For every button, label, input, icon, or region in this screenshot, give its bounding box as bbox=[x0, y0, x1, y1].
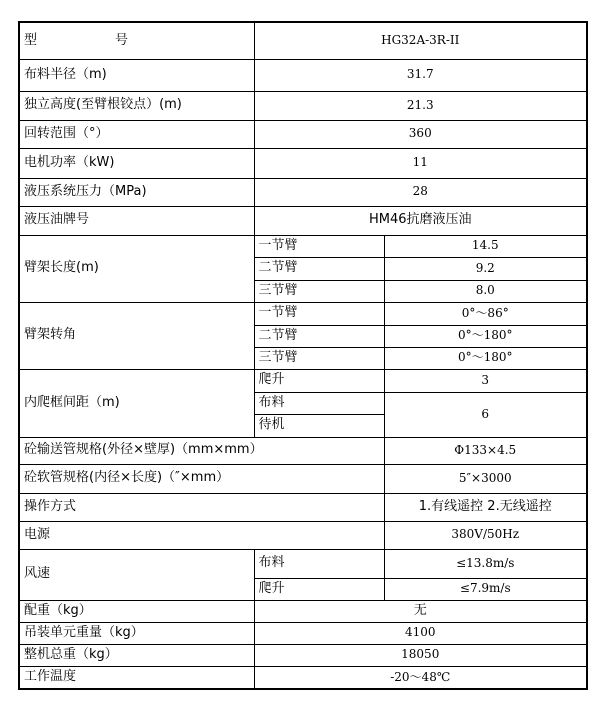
sub-value: 8.0 bbox=[384, 280, 587, 302]
row-label: 砼输送管规格(外径×壁厚)（mm×mm） bbox=[19, 437, 384, 464]
table-row bbox=[19, 437, 587, 464]
sub-label: 爬升 bbox=[254, 578, 384, 600]
sub-value: 0°～180° bbox=[384, 347, 587, 369]
sub-label: 一节臂 bbox=[254, 235, 384, 257]
row-value: 1.有线遥控 2.无线遥控 bbox=[384, 493, 587, 521]
row-label: 独立高度(至臂根铰点）(m) bbox=[19, 91, 254, 120]
sub-value: 9.2 bbox=[384, 257, 587, 280]
model-value: HG32A-3R-II bbox=[254, 22, 587, 59]
row-value: 11 bbox=[254, 148, 587, 178]
table-row bbox=[19, 644, 587, 666]
row-label: 布料半径（m) bbox=[19, 59, 254, 91]
sub-value: 6 bbox=[384, 392, 587, 437]
row-value: 360 bbox=[254, 120, 587, 148]
sub-value: 0°～180° bbox=[384, 325, 587, 347]
row-value: 21.3 bbox=[254, 91, 587, 120]
table-row-boom-angle bbox=[19, 302, 587, 325]
table-row bbox=[19, 666, 587, 689]
table-row bbox=[19, 493, 587, 521]
sub-label: 三节臂 bbox=[254, 347, 384, 369]
row-value: Φ133×4.5 bbox=[384, 437, 587, 464]
row-label: 电机功率（kW) bbox=[19, 148, 254, 178]
sub-label: 二节臂 bbox=[254, 257, 384, 280]
row-value: 28 bbox=[254, 178, 587, 206]
row-value: -20～48℃ bbox=[254, 666, 587, 689]
model-label: 型 号 bbox=[19, 22, 254, 59]
table-row bbox=[19, 600, 587, 622]
row-label: 液压油牌号 bbox=[19, 206, 254, 235]
table-row bbox=[19, 178, 587, 206]
table-row bbox=[19, 521, 587, 549]
sub-value: 14.5 bbox=[384, 235, 587, 257]
row-label: 回转范围（°） bbox=[19, 120, 254, 148]
row-label: 工作温度 bbox=[19, 666, 254, 689]
boom-angle-label: 臂架转角 bbox=[19, 302, 254, 369]
row-label: 配重（kg） bbox=[19, 600, 254, 622]
row-value: 18050 bbox=[254, 644, 587, 666]
sub-label: 布料 bbox=[254, 392, 384, 414]
spec-table bbox=[18, 21, 588, 690]
row-value: 无 bbox=[254, 600, 587, 622]
wind-speed-label: 风速 bbox=[19, 549, 254, 600]
sub-value: 3 bbox=[384, 369, 587, 392]
row-value: HM46抗磨液压油 bbox=[254, 206, 587, 235]
row-label: 电源 bbox=[19, 521, 384, 549]
table-row bbox=[19, 206, 587, 235]
sub-label: 二节臂 bbox=[254, 325, 384, 347]
row-value: 4100 bbox=[254, 622, 587, 644]
row-value: 5″×3000 bbox=[384, 464, 587, 493]
sub-label: 三节臂 bbox=[254, 280, 384, 302]
row-value: 380V/50Hz bbox=[384, 521, 587, 549]
table-row-boom-length bbox=[19, 235, 587, 257]
sub-value: 0°～86° bbox=[384, 302, 587, 325]
table-row bbox=[19, 148, 587, 178]
sub-value: ≤7.9m/s bbox=[384, 578, 587, 600]
sub-label: 布料 bbox=[254, 549, 384, 578]
table-row bbox=[19, 464, 587, 493]
table-row-frame-spacing bbox=[19, 369, 587, 392]
row-label: 整机总重（kg） bbox=[19, 644, 254, 666]
row-label: 吊装单元重量（kg） bbox=[19, 622, 254, 644]
frame-spacing-label: 内爬框间距（m) bbox=[19, 369, 254, 437]
table-row bbox=[19, 622, 587, 644]
table-row-wind-speed bbox=[19, 549, 587, 578]
table-row bbox=[19, 59, 587, 91]
row-value: 31.7 bbox=[254, 59, 587, 91]
sub-label: 爬升 bbox=[254, 369, 384, 392]
sub-value: ≤13.8m/s bbox=[384, 549, 587, 578]
row-label: 砼软管规格(内径×长度)（″×mm） bbox=[19, 464, 384, 493]
table-row-model bbox=[19, 22, 587, 59]
table-row bbox=[19, 120, 587, 148]
table-row bbox=[19, 91, 587, 120]
sub-label: 一节臂 bbox=[254, 302, 384, 325]
row-label: 操作方式 bbox=[19, 493, 384, 521]
boom-length-label: 臂架长度(m) bbox=[19, 235, 254, 302]
sub-label: 待机 bbox=[254, 414, 384, 437]
row-label: 液压系统压力（MPa) bbox=[19, 178, 254, 206]
